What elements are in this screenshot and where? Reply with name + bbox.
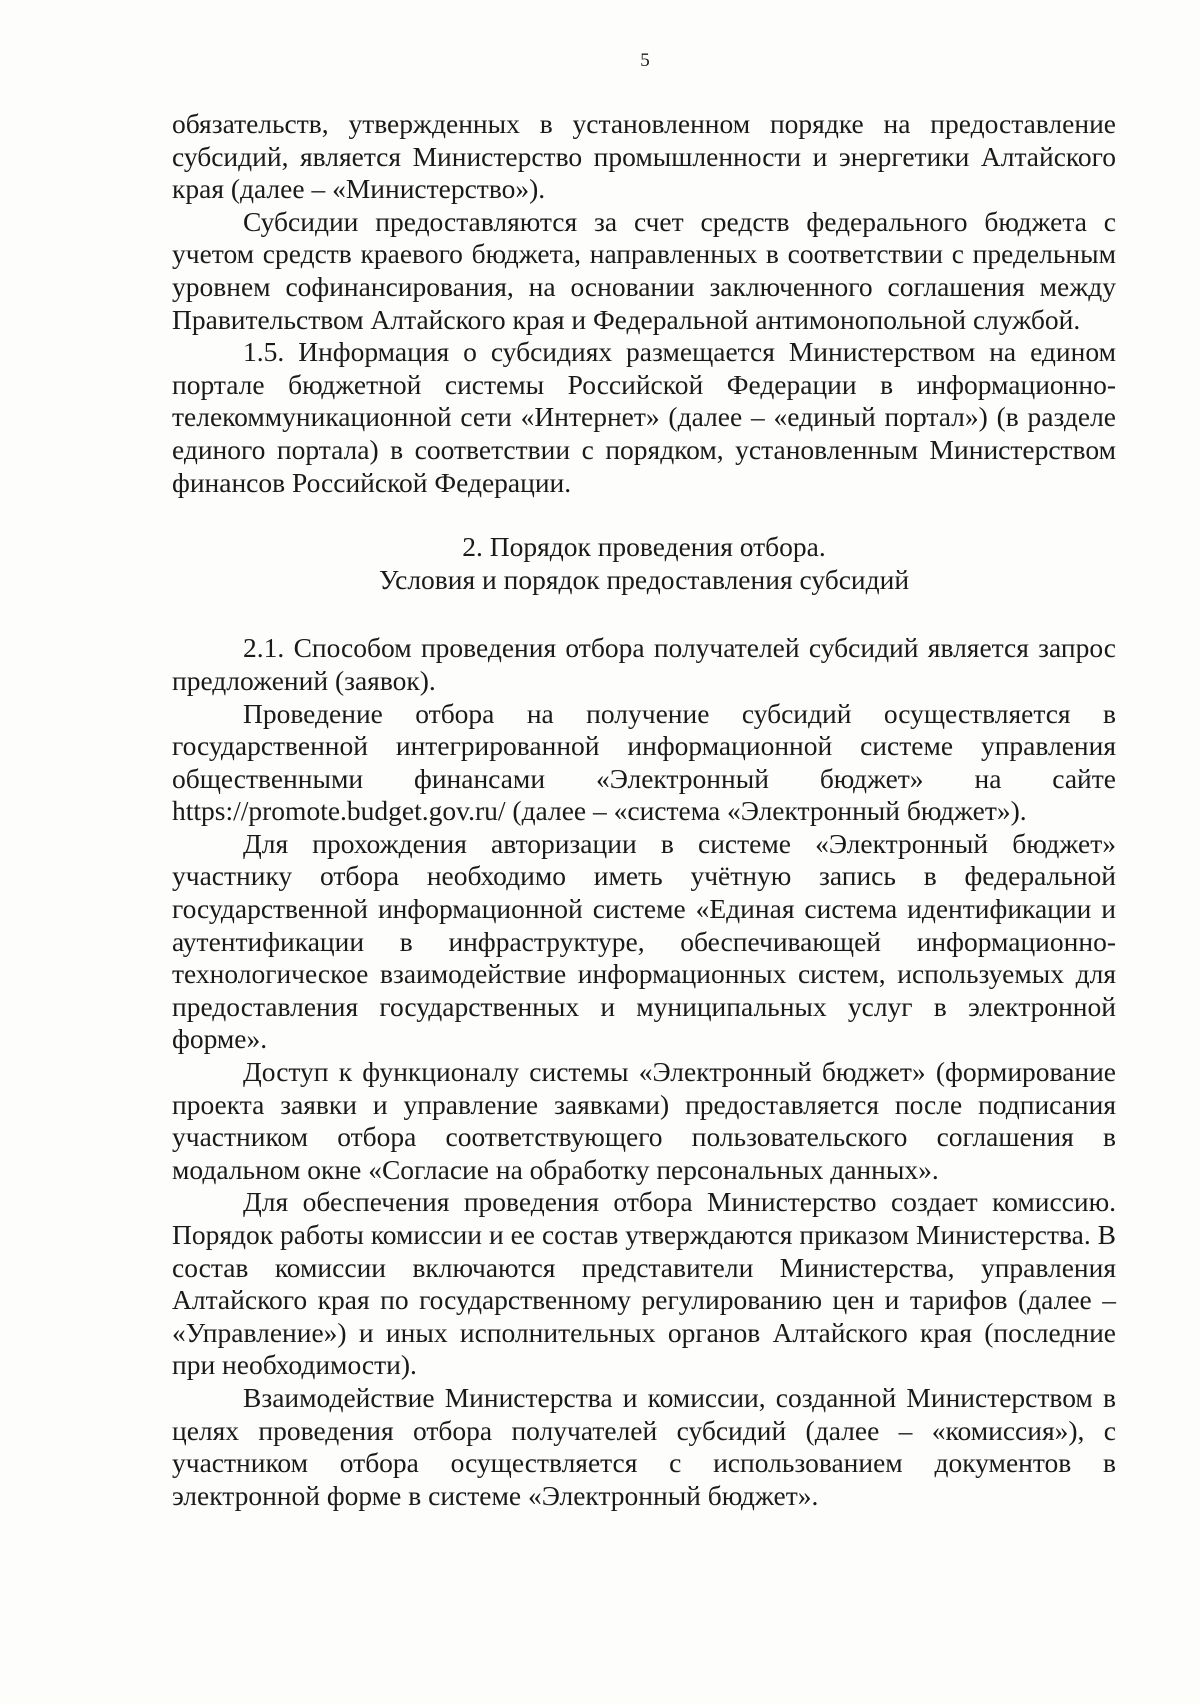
paragraph-authorization: Для прохождения авторизации в системе «Электронный бюджет» участнику отбора необходимо иметь учётную запись в федеральной государственной информационной системе «Единая система идентификации и аутентификации в инфраструктуре, обеспечивающей информационно-технологическое взаимодействие информационных систем, используемых для предоставления государственных и муниципальных услуг в электронной форме».: [172, 827, 1116, 1055]
paragraph-selection-system: Проведение отбора на получение субсидий осуществляется в государственной интегрированной информационной системе управления общественными финансами «Электронный бюджет» на сайте https://promote.budget.gov.ru/ (далее – «система «Электронный бюджет»).: [172, 697, 1116, 827]
section-heading-line2: Условия и порядок предоставления субсидий: [378, 563, 910, 595]
paragraph-continuation: обязательств, утвержденных в установленном порядке на предоставление субсидий, является Министерство промышленности и энергетики Алтайского края (далее – «Министерство»).: [172, 108, 1116, 205]
page-number: 5: [640, 50, 650, 71]
paragraph-2-1-method: 2.1. Способом проведения отбора получателей субсидий является запрос предложений (заявок).: [172, 632, 1116, 696]
paragraph-1-5-information: 1.5. Информация о субсидиях размещается Министерством на едином портале бюджетной системы Российской Федерации в информационно-телекоммуникационной сети «Интернет» (далее – «единый портал») (в разделе единого портала) в соответствии с порядком, установленным Министерством финансов Российской Федерации.: [172, 336, 1116, 498]
paragraph-access: Доступ к функционалу системы «Электронный бюджет» (формирование проекта заявки и управление заявками) предоставляется после подписания участником отбора соответствующего пользовательского соглашения в модальном окне «Согласие на обработку персональных данных».: [172, 1056, 1116, 1185]
section-heading: [172, 499, 1116, 632]
paragraph-interaction: Взаимодействие Министерства и комиссии, созданной Министерством в целях проведения отбора получателей субсидий (далее – «комиссия»), с участником отбора осуществляется с использованием документов в электронной форме в системе «Электронный бюджет».: [172, 1381, 1116, 1511]
paragraph-commission: Для обеспечения проведения отбора Министерство создает комиссию. Порядок работы комиссии и ее состав утверждаются приказом Министерства. В состав комиссии включаются представители Министерства, управления Алтайского края по государственному регулированию цен и тарифов (далее – «Управление») и иных исполнительных органов Алтайского края (последние при необходимости).: [172, 1186, 1116, 1381]
paragraph-subsidies-funding: Субсидии предоставляются за счет средств федерального бюджета с учетом средств краевого бюджета, направленных в соответствии с предельным уровнем софинансирования, на основании заключенного соглашения между Правительством Алтайского края и Федеральной антимонопольной службой.: [172, 205, 1116, 335]
document-body: [172, 108, 1116, 1512]
section-heading-line1: 2. Порядок проведения отбора.: [462, 531, 826, 563]
